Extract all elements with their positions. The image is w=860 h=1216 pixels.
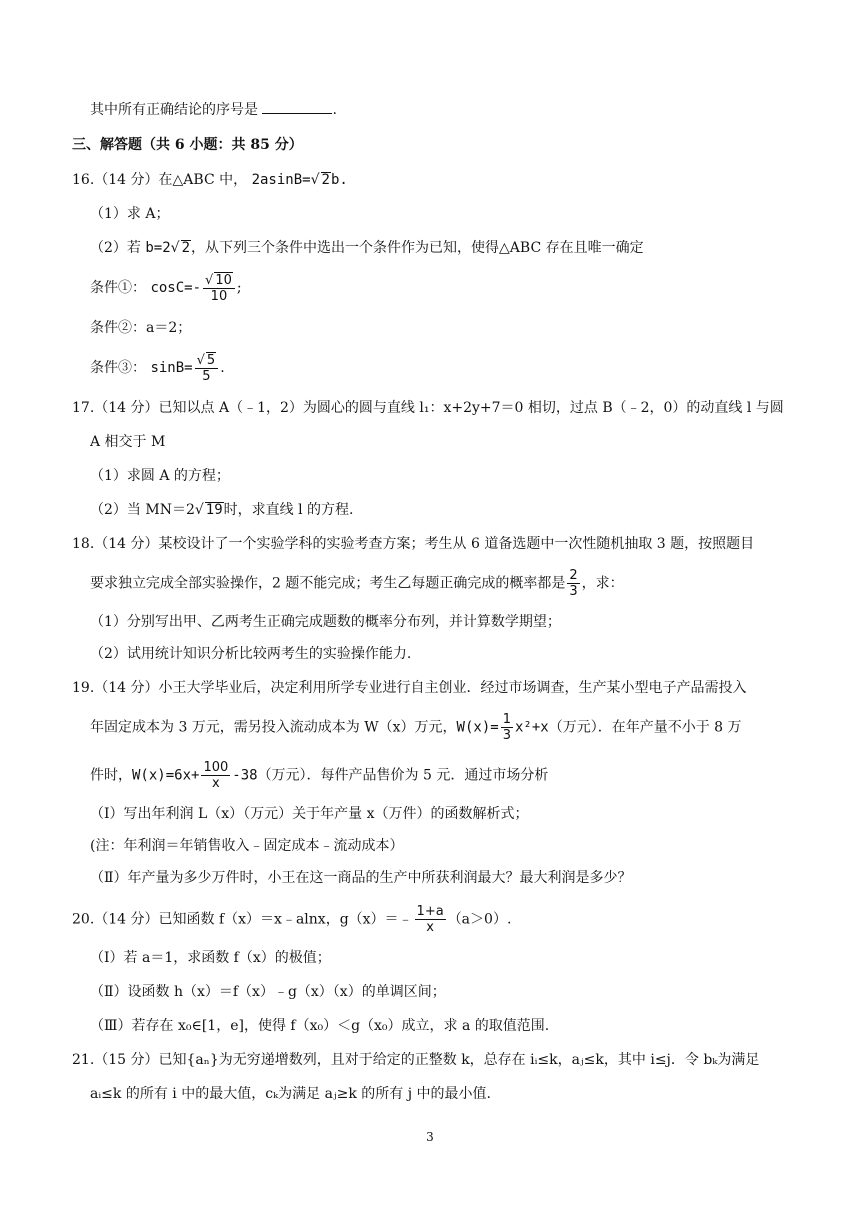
q19-stem-2 bbox=[90, 712, 742, 743]
condition-3 bbox=[90, 352, 225, 384]
q17-part2 bbox=[90, 500, 353, 520]
q16-2-text: ，从下列三个条件中选出一个条件作为已知，使得△ABC 存在且唯一确定 bbox=[191, 240, 644, 256]
q17-stem-2: A 相交于 M bbox=[90, 434, 166, 450]
q19-fraction-2 bbox=[201, 760, 230, 791]
q20-end: （a＞0）. bbox=[447, 911, 512, 928]
q16-radicand: 2 bbox=[321, 172, 330, 188]
q17-2-prefix: （2）当 MN＝2 bbox=[90, 502, 195, 518]
q19-bden: 3 bbox=[502, 728, 511, 743]
q17-2-text: 时，求直线 l 的方程. bbox=[223, 502, 354, 518]
c1-num: 10 bbox=[215, 273, 232, 288]
condition-1 bbox=[90, 272, 242, 304]
q17-2-radicand: 19 bbox=[205, 502, 223, 518]
q18-end: ，求： bbox=[581, 575, 624, 592]
intro-end: . bbox=[332, 102, 337, 118]
q19-b1: 年固定成本为 3 万元，需另投入流动成本为 W（x）万元， bbox=[90, 719, 457, 736]
q20-num: 1+a bbox=[416, 904, 444, 919]
q18-part1: （1）分别写出甲、乙两考生正确完成题数的概率分布列，并计算数学期望； bbox=[90, 614, 561, 630]
q19-b2: W(x)= bbox=[456, 719, 499, 736]
q17-stem-1: 17.（14 分）已知以点 A（﹣1，2）为圆心的圆与直线 l₁：x+2y+7＝0 相切，过点 B（﹣2，0）的动直线 l 与圆 bbox=[72, 400, 784, 416]
c3-fraction bbox=[195, 352, 219, 384]
intro-text: 其中所有正确结论的序号是 bbox=[90, 102, 258, 118]
sqrt-icon: √ bbox=[310, 172, 320, 188]
q16-formula: 2asinB= bbox=[251, 172, 311, 188]
q19-c3: -38 bbox=[232, 767, 258, 784]
q16-stem bbox=[72, 170, 348, 190]
q20-fraction bbox=[415, 904, 446, 935]
q16-part1: （1）求 A； bbox=[90, 206, 170, 222]
intro-line bbox=[90, 100, 337, 120]
q16-2-prefix: （2）若 bbox=[90, 240, 141, 256]
q18-stem-1: 18.（14 分）某校设计了一个实验学科的实验考查方案；考生从 6 道备选题中一次性随机抽取 3 题，按照题目 bbox=[72, 536, 755, 552]
c3-num: 5 bbox=[206, 353, 216, 368]
q19-b4: （万元）．在年产量不小于 8 万 bbox=[548, 719, 742, 736]
q19-stem-1: 19.（14 分）小王大学毕业后，决定利用所学专业进行自主创业．经过市场调查，生产某小型电子产品需投入 bbox=[72, 680, 747, 696]
c3-den: 5 bbox=[202, 369, 211, 384]
q18-stem-2 bbox=[90, 568, 624, 599]
q19-part1: （Ⅰ）写出年利润 L（x）（万元）关于年产量 x（万件）的函数解析式； bbox=[90, 806, 529, 822]
q18-fraction bbox=[567, 568, 579, 599]
q16-text: 16.（14 分）在△ABC 中， bbox=[72, 172, 248, 188]
answer-blank bbox=[262, 101, 332, 114]
q18-part2: （2）试用统计知识分析比较两考生的实验操作能力. bbox=[90, 646, 412, 662]
q21-stem-2: aᵢ≤k 的所有 i 中的最大值，cₖ为满足 aⱼ≥k 的所有 j 中的最小值. bbox=[90, 1086, 492, 1102]
c1-formula: cosC=- bbox=[150, 280, 202, 296]
q19-c2: W(x)=6x+ bbox=[132, 767, 200, 784]
q20-den: x bbox=[426, 920, 434, 935]
q20-part3: （Ⅲ）若存在 x₀∈[1，e]，使得 f（x₀）＜g（x₀）成立，求 a 的取值范围. bbox=[90, 1018, 550, 1034]
sqrt-icon: √ bbox=[205, 273, 214, 288]
q19-cnum: 100 bbox=[203, 760, 229, 775]
q19-fraction-1 bbox=[501, 712, 513, 743]
q19-stem-3 bbox=[90, 760, 548, 791]
q18-num: 2 bbox=[569, 568, 578, 583]
q19-note: (注：年利润＝年销售收入﹣固定成本﹣流动成本） bbox=[90, 838, 404, 854]
q19-c4: （万元）．每件产品售价为 5 元．通过市场分析 bbox=[257, 767, 549, 784]
c3-label: 条件③： bbox=[90, 360, 146, 376]
q17-part1: （1）求圆 A 的方程； bbox=[90, 468, 230, 484]
q16-2-formula: b=2 bbox=[145, 240, 171, 256]
q19-part2: （Ⅱ）年产量为多少万件时，小王在这一商品的生产中所获利润最大？最大利润是多少？ bbox=[90, 870, 632, 886]
sqrt-icon: √ bbox=[196, 353, 205, 368]
sqrt-icon: √ bbox=[170, 240, 180, 256]
q16-end: b. bbox=[330, 172, 348, 188]
section-heading: 三、解答题（共 6 小题：共 85 分） bbox=[72, 137, 303, 153]
q20-part1: （Ⅰ）若 a＝1，求函数 f（x）的极值； bbox=[90, 950, 331, 966]
condition-2: 条件②：a＝2； bbox=[90, 320, 192, 336]
q19-bnum: 1 bbox=[502, 712, 511, 727]
q21-stem-1: 21.（15 分）已知{aₙ}为无穷递增数列，且对于给定的正整数 k，总存在 iᵢ≤k，aⱼ≤k，其中 i≤j．令 bₖ为满足 bbox=[72, 1052, 760, 1068]
q18-text: 要求独立完成全部实验操作，2 题不能完成；考生乙每题正确完成的概率都是 bbox=[90, 575, 566, 592]
q20-part2: （Ⅱ）设函数 h（x）＝f（x）﹣g（x）（x）的单调区间； bbox=[90, 984, 446, 1000]
c1-end: ; bbox=[236, 280, 242, 296]
q19-cden: x bbox=[212, 776, 220, 791]
c3-end: . bbox=[220, 360, 225, 376]
c1-label: 条件①： bbox=[90, 280, 146, 296]
c3-formula: sinB= bbox=[150, 360, 193, 376]
q19-c1: 件时， bbox=[90, 767, 132, 784]
q20-text: 20.（14 分）已知函数 f（x）＝x﹣alnx，g（x）＝﹣ bbox=[72, 911, 413, 928]
sqrt-icon: √ bbox=[194, 502, 204, 518]
c1-fraction bbox=[203, 272, 235, 304]
c1-den: 10 bbox=[210, 289, 228, 304]
q19-b3: x²+x bbox=[514, 719, 549, 736]
q20-stem bbox=[72, 904, 511, 935]
q16-2-radicand: 2 bbox=[181, 240, 191, 256]
q18-den: 3 bbox=[569, 584, 578, 599]
q16-part2 bbox=[90, 238, 644, 258]
page-number: 3 bbox=[426, 1130, 434, 1144]
